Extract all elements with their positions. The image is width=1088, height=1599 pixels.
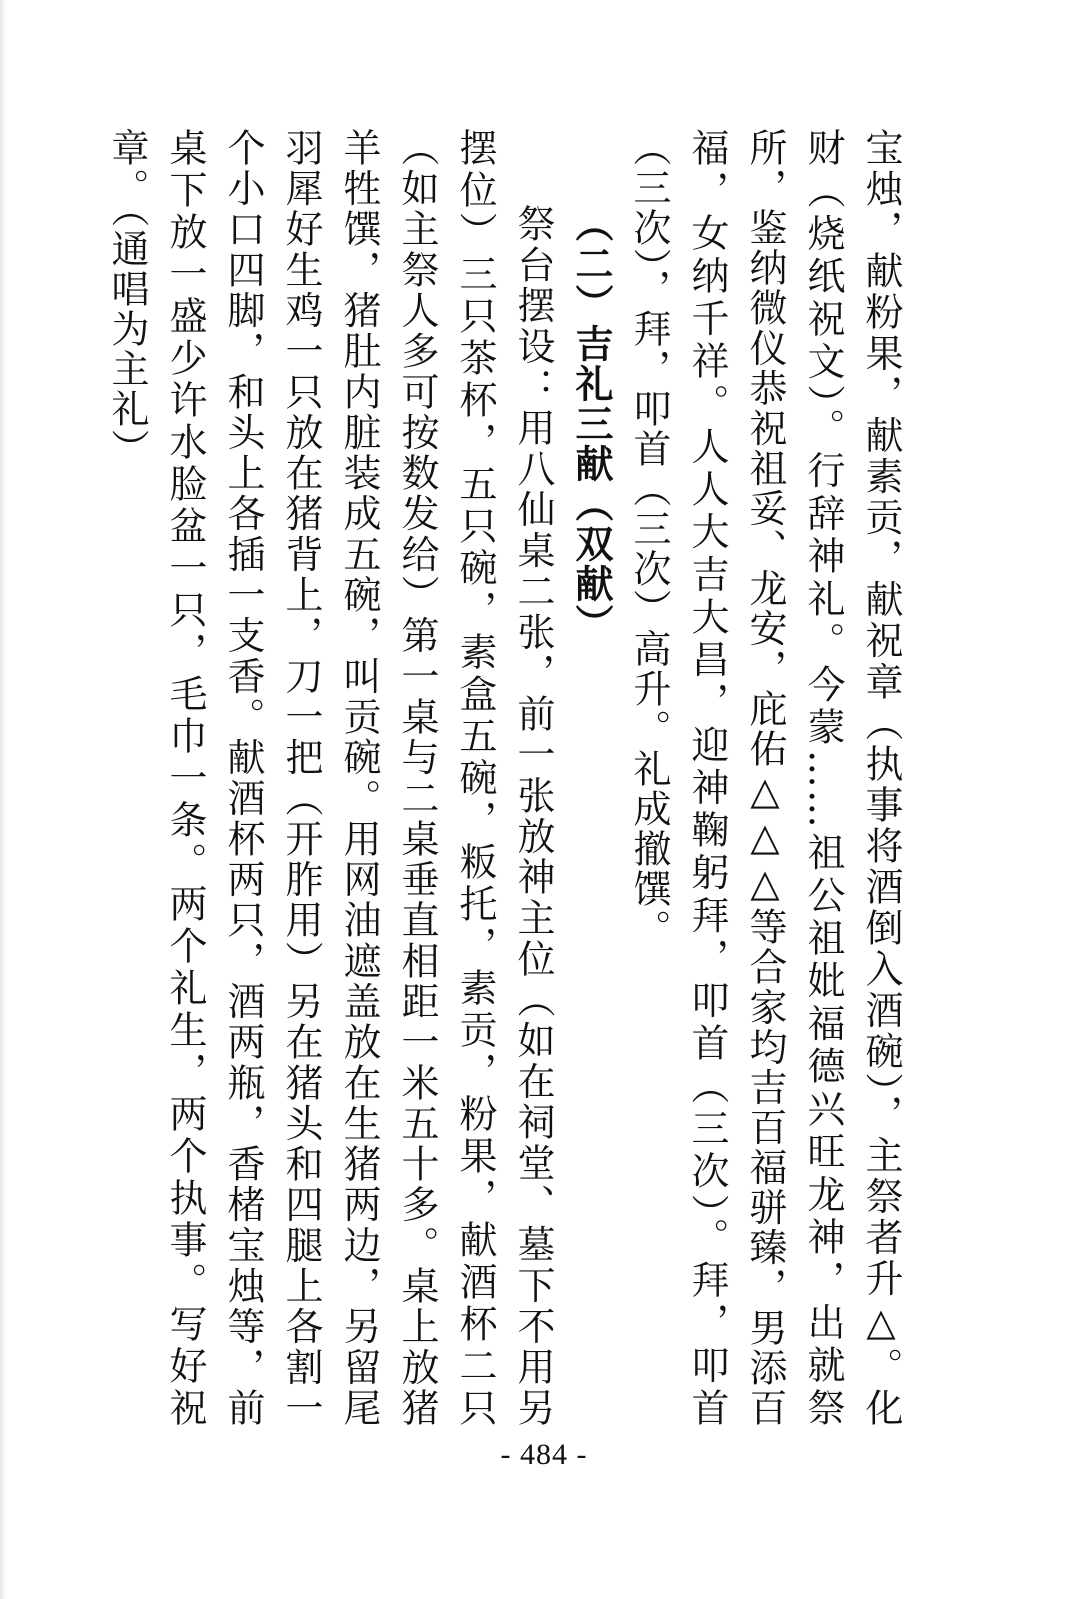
vertical-body-text	[98, 128, 910, 1428]
section-heading-jili-sanxian: （二）吉礼三献（双献）	[569, 204, 613, 644]
paragraph-altar-setup: 祭台摆设：用八仙桌二张，前一张放神主位（如在祠堂、墓下不用另摆位）三只茶杯，五只碗，素盒五碗，粄托，素贡，粉果，献酒杯二只（如主祭人多可按数发给）第一桌与二桌垂直相距一米五十多。桌上放猪羊牲馔，猪肚内脏装成五碗，叫贡碗。用网油遮盖放在生猪两边，另留尾羽犀好生鸡一只放在猪背上，刀一把（开胙用）另在猪头和四腿上各割一个小口四脚，和头上各插一支香。献酒杯两只，酒两瓶，香楮宝烛等，前桌下放一盛少许水脸盆一只，毛巾一条。两个礼生，两个执事。写好祝章。（通唱为主礼）	[105, 128, 555, 1428]
page-number: - 484 -	[500, 1438, 588, 1471]
paragraph-ritual-continuation: 宝烛，献粉果，献素贡，献祝章（执事将酒倒入酒碗），主祭者升△。化财（烧纸祝文）。行辞神礼。今蒙……祖公祖妣福德兴旺龙神，出就祭所，鉴纳微仪恭祝祖妥、龙安，庇佑△△△等合家均吉百福骈臻，男添百福，女纳千祥。人人大吉大昌，迎神鞠躬拜，叩首（三次）。拜，叩首（三次），拜，叩首（三次）高升。礼成撤馔。	[627, 128, 903, 1428]
scan-edge-shadow	[0, 0, 6, 1599]
